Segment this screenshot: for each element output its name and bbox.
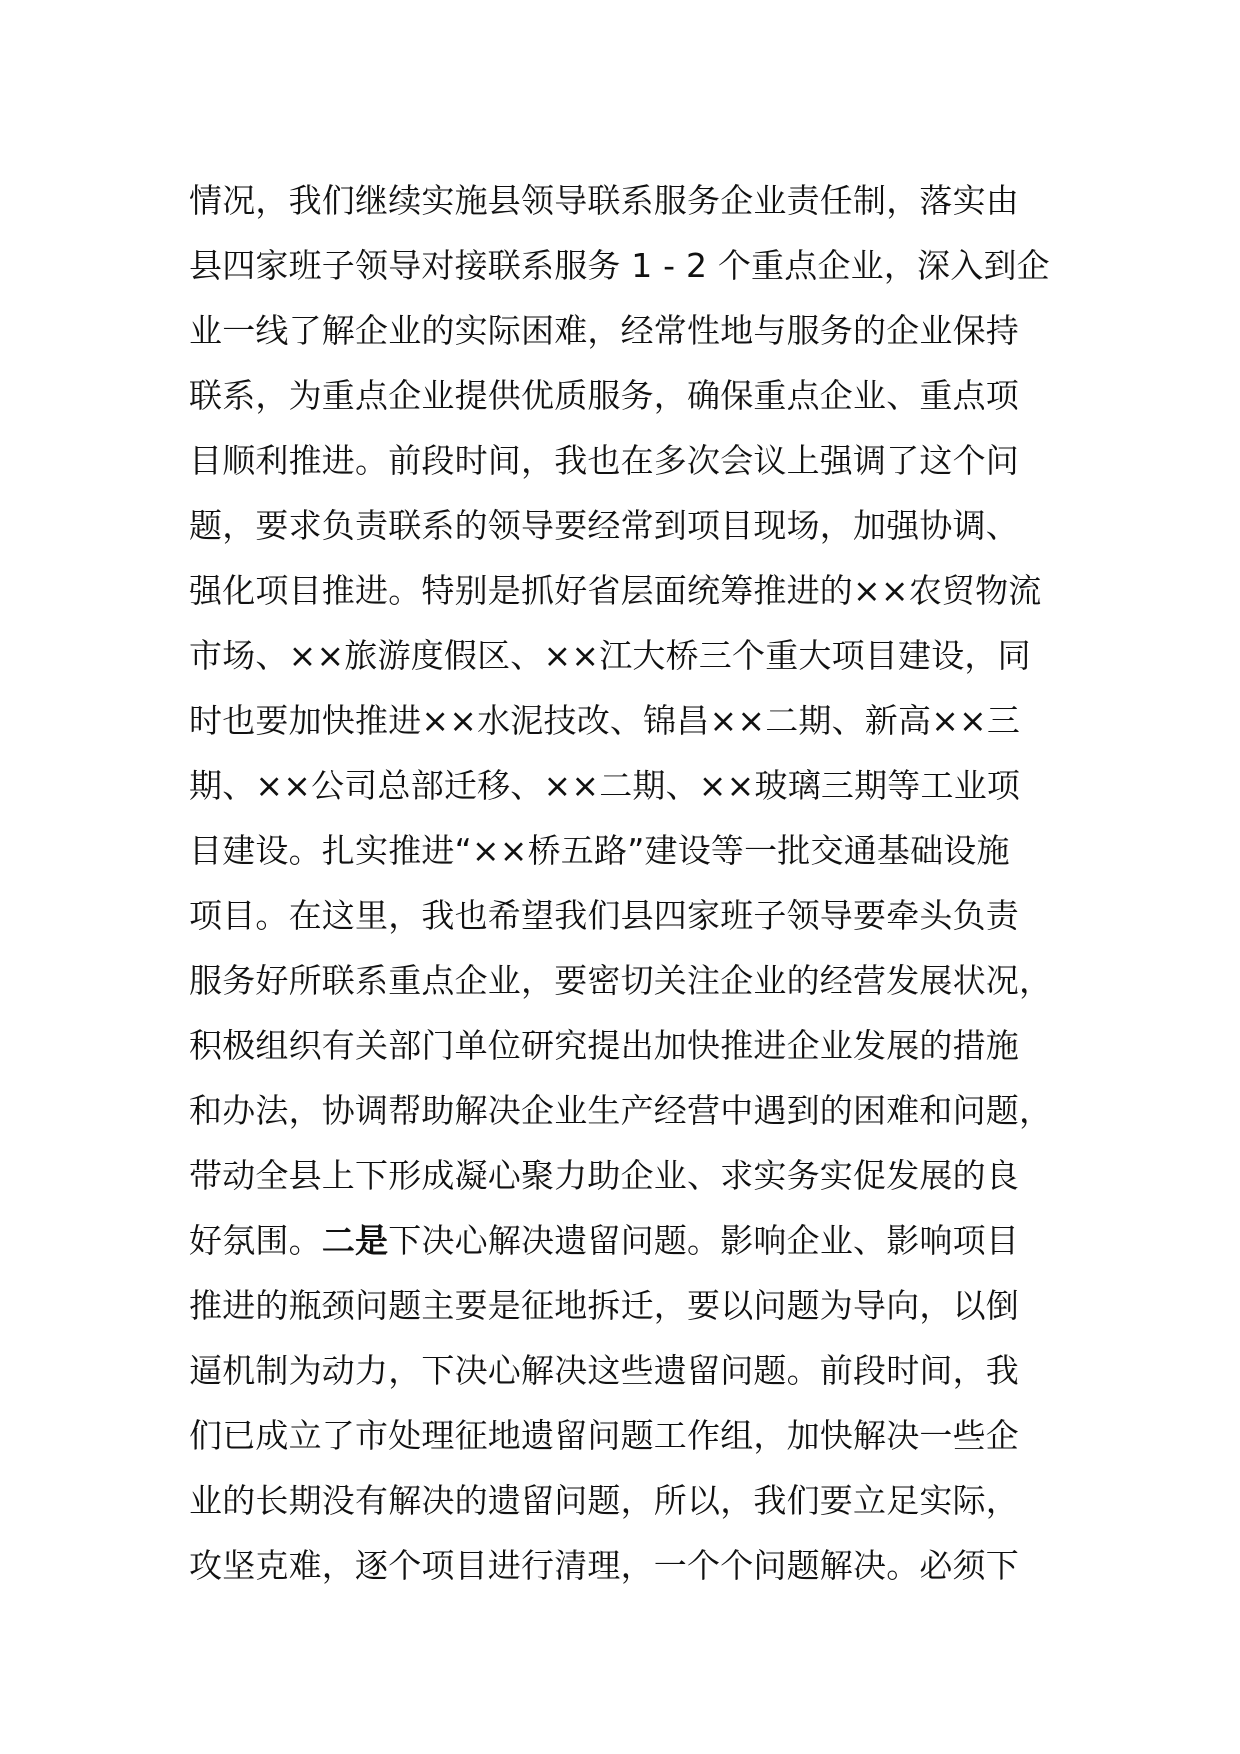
text-line-12: 项目。在这里，我也希望我们县四家班子领导要牵头负责 bbox=[189, 896, 1019, 935]
text-line-18: 推进的瓶颈问题主要是征地拆迁，要以问题为导向，以倒 bbox=[189, 1286, 1019, 1325]
text-line-3: 业一线了解企业的实际困难，经常性地与服务的企业保持 bbox=[189, 311, 1019, 350]
text-line-6: 题，要求负责联系的领导要经常到项目现场，加强协调、 bbox=[189, 506, 1019, 545]
text-line-5: 目顺利推进。前段时间，我也在多次会议上强调了这个问 bbox=[189, 441, 1019, 480]
text-line-15: 和办法，协调帮助解决企业生产经营中遇到的困难和问题， bbox=[189, 1091, 1053, 1130]
text-line-9: 时也要加快推进××水泥技改、锦昌××二期、新高××三 bbox=[189, 701, 1021, 740]
text-line-10: 期、××公司总部迁移、××二期、××玻璃三期等工业项 bbox=[189, 766, 1021, 805]
text-line-1: 情况，我们继续实施县领导联系服务企业责任制，落实由 bbox=[189, 181, 1019, 220]
text-line-11: 目建设。扎实推进“××桥五路”建设等一批交通基础设施 bbox=[189, 831, 1010, 870]
text-line-22: 攻坚克难，逐个项目进行清理，一个个问题解决。必须下 bbox=[189, 1546, 1019, 1585]
text-line-14: 积极组织有关部门单位研究提出加快推进企业发展的措施 bbox=[189, 1026, 1019, 1065]
text-line-17-start: 好氛围。 bbox=[189, 1221, 322, 1260]
text-line-13: 服务好所联系重点企业，要密切关注企业的经营发展状况， bbox=[189, 961, 1053, 1000]
text-line-17 bbox=[189, 1208, 1069, 1273]
section-marker-two: 二是 bbox=[321, 1221, 389, 1260]
text-line-20: 们已成立了市处理征地遗留问题工作组，加快解决一些企 bbox=[189, 1416, 1019, 1455]
body-text bbox=[189, 168, 1069, 1598]
text-line-19: 逼机制为动力，下决心解决这些遗留问题。前段时间，我 bbox=[189, 1351, 1019, 1390]
text-line-17-end: 下决心解决遗留问题。影响企业、影响项目 bbox=[388, 1221, 1020, 1260]
text-line-21: 业的长期没有解决的遗留问题，所以，我们要立足实际， bbox=[189, 1481, 1019, 1520]
text-line-8: 市场、××旅游度假区、××江大桥三个重大项目建设，同 bbox=[189, 636, 1031, 675]
text-line-2: 县四家班子领导对接联系服务 1 - 2 个重点企业，深入到企 bbox=[189, 246, 1050, 285]
text-line-16: 带动全县上下形成凝心聚力助企业、求实务实促发展的良 bbox=[189, 1156, 1019, 1195]
text-line-7: 强化项目推进。特别是抓好省层面统筹推进的××农贸物流 bbox=[189, 571, 1042, 610]
text-line-4: 联系，为重点企业提供优质服务，确保重点企业、重点项 bbox=[189, 376, 1019, 415]
